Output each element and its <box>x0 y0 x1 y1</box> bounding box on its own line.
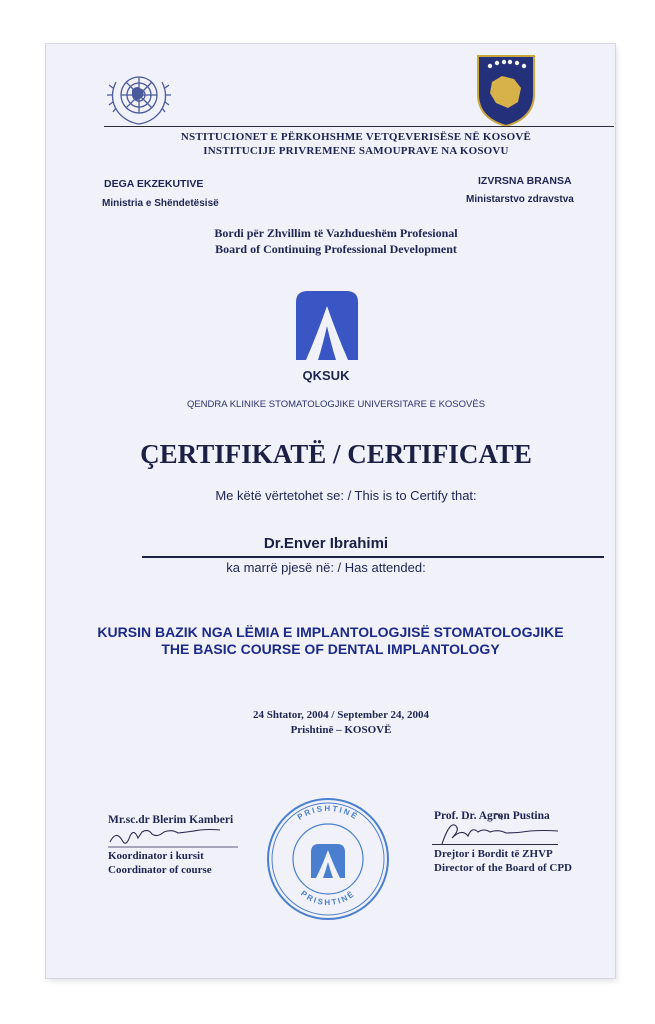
course-english: THE BASIC COURSE OF DENTAL IMPLANTOLOGY <box>161 641 500 657</box>
right-ministry: Ministarstvo zdravstva <box>466 194 574 205</box>
left-ministry: Ministria e Shëndetësisë <box>102 198 219 209</box>
institutions-albanian: NSTITUCIONET E PËRKOHSHME VETQEVERISËSE NË KOSOVË <box>180 131 532 143</box>
coordinator-role-albanian: Koordinator i kursit <box>108 850 204 862</box>
logo-acronym: QKSUK <box>302 368 350 383</box>
left-department: DEGA EKZEKUTIVE <box>104 178 204 190</box>
right-department: IZVRSNA BRANSA <box>478 175 572 187</box>
certificate-date: 24 Shtator, 2004 / September 24, 2004 <box>253 709 429 721</box>
certificate-title: ÇERTIFIKATË / CERTIFICATE <box>140 439 532 469</box>
clinic-stamp <box>263 794 393 924</box>
recipient-underline <box>142 556 604 558</box>
coordinator-name: Mr.sc.dr Blerim Kamberi <box>108 814 234 826</box>
director-name: Prof. Dr. Agron Pustina <box>434 810 550 822</box>
certify-line: Me këtë vërtetohet se: / This is to Certify that: <box>215 488 477 503</box>
director-role-english: Director of the Board of CPD <box>434 862 572 874</box>
qksuk-logo-icon <box>290 288 364 366</box>
board-albanian: Bordi për Zhvillim të Vazhdueshëm Profesional <box>214 226 458 240</box>
stamp-top-text: PRISHTINË <box>295 803 361 822</box>
coordinator-role-english: Coordinator of course <box>108 864 212 876</box>
kosovo-coat-of-arms-icon <box>474 52 538 128</box>
recipient-name: Dr.Enver Ibrahimi <box>263 535 389 552</box>
svg-text:PRISHTINË <box>299 889 357 907</box>
certificate-place: Prishtinë – KOSOVË <box>290 724 392 736</box>
stamp-bottom-text: PRISHTINË <box>298 888 358 908</box>
director-role-albanian: Drejtor i Bordit të ZHVP <box>434 848 553 860</box>
logo-full-name: QENDRA KLINIKE STOMATOLOGJIKE UNIVERSITARE E KOSOVËS <box>186 399 486 410</box>
coordinator-signature <box>104 828 244 850</box>
board-english: Board of Continuing Professional Development <box>215 242 457 256</box>
director-signature-line <box>432 844 558 845</box>
certificate-paper <box>46 44 615 978</box>
un-emblem-icon <box>104 62 174 132</box>
header-divider <box>104 126 614 127</box>
svg-text:PRISHTINË <box>296 804 360 822</box>
course-albanian: KURSIN BAZIK NGA LËMIA E IMPLANTOLOGJISË STOMATOLOGJIKE <box>97 624 564 640</box>
institutions-serbian: INSTITUCIJE PRIVREMENE SAMOUPRAVE NA KOSOVU <box>203 145 509 157</box>
attended-line: ka marrë pjesë në: / Has attended: <box>226 560 426 575</box>
